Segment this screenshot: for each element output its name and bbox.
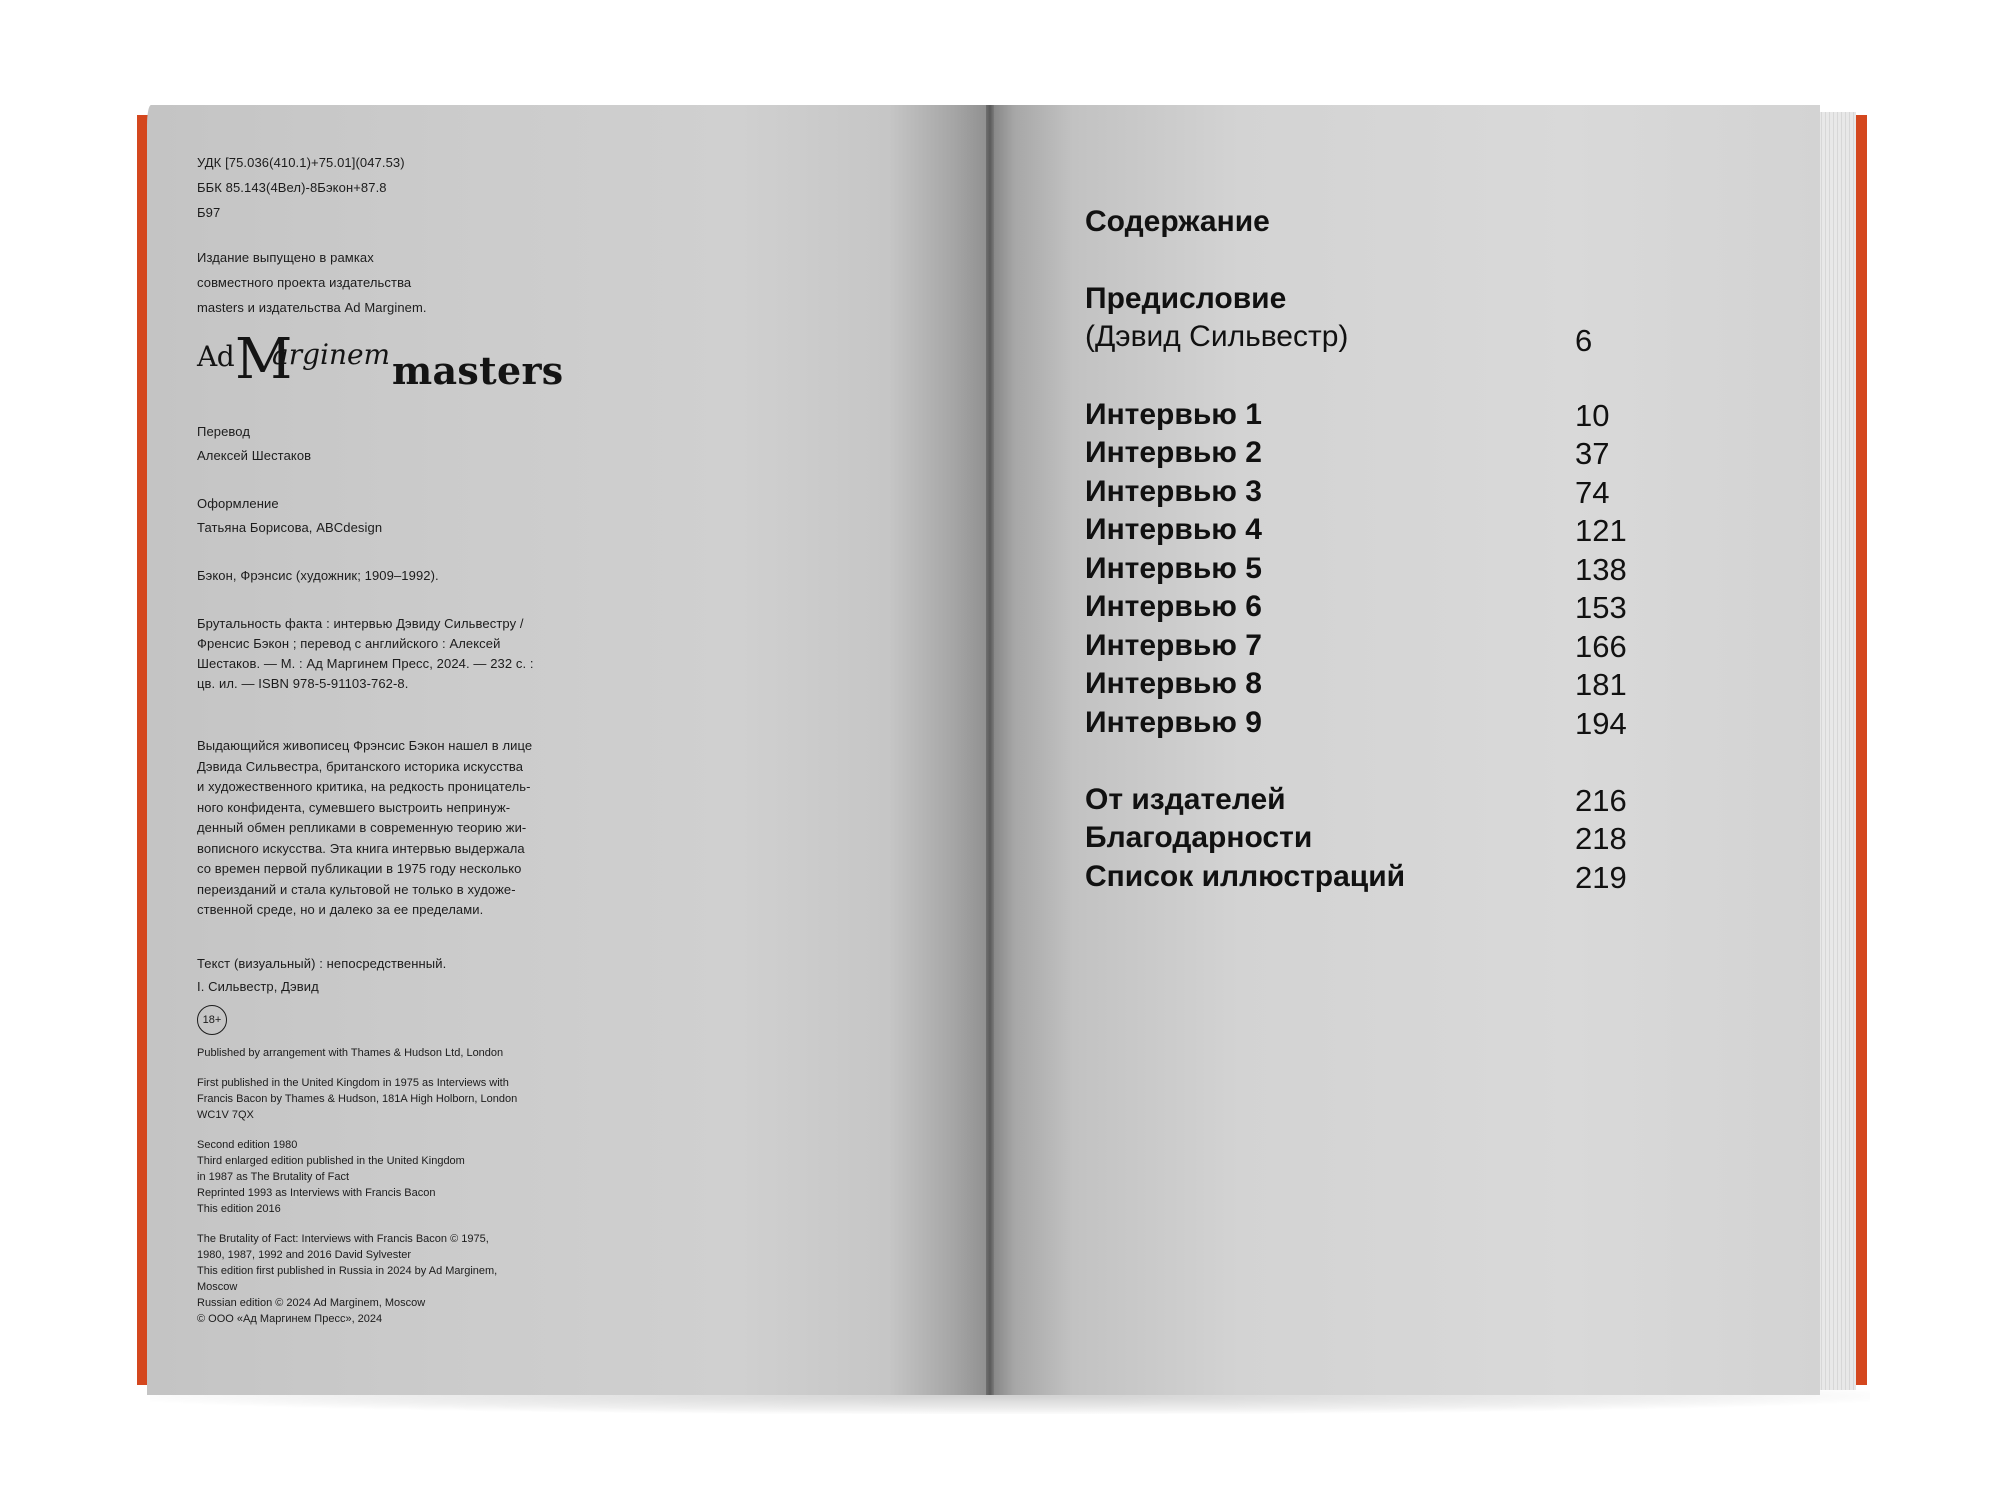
copyright-line: Moscow <box>197 1281 238 1293</box>
license-block <box>197 1045 637 1327</box>
project-note <box>197 245 617 320</box>
bib-line: цв. ил. — ISBN 978-5-91103-762-8. <box>197 676 409 691</box>
toc-entry <box>1085 821 1645 859</box>
code-line: Б97 <box>197 205 221 220</box>
first-published-line: First published in the United Kingdom in 1975 as Interviews with <box>197 1077 509 1089</box>
first-published-line: Francis Bacon by Thames & Hudson, 181A High Holborn, London <box>197 1093 518 1105</box>
toc-foreword-title: Предисловие <box>1085 282 1287 315</box>
edition-line: Third enlarged edition published in the United Kingdom <box>197 1155 465 1167</box>
page-stack-edge <box>1818 112 1856 1390</box>
annotation-line: ного конфидента, сумевшего выстроить непринуж- <box>197 799 511 815</box>
toc-page-number: 216 <box>1575 783 1627 818</box>
toc-entry <box>1085 552 1645 590</box>
edition-line: Reprinted 1993 as Interviews with Francis Bacon <box>197 1187 436 1199</box>
toc-entry <box>1085 667 1645 705</box>
udk-line: УДК [75.036(410.1)+75.01](047.53) <box>197 155 405 170</box>
copyright-line: The Brutality of Fact: Interviews with Francis Bacon © 1975, <box>197 1233 489 1245</box>
logo-m: M <box>235 327 293 392</box>
toc-entry-label: Интервью 9 <box>1085 706 1262 739</box>
toc-entry-label: Интервью 6 <box>1085 590 1262 623</box>
toc-entry-label: От издателей <box>1085 783 1286 816</box>
toc-entry-label: Интервью 1 <box>1085 398 1262 431</box>
toc-entry <box>1085 590 1645 628</box>
bib-line: Френсис Бэкон ; перевод с английского : Алексей <box>197 636 501 651</box>
index-line: I. Сильвестр, Дэвид <box>197 979 319 994</box>
toc-page-number: 121 <box>1575 513 1627 548</box>
logo-arginem: arginem <box>272 338 391 371</box>
edition-line: This edition 2016 <box>197 1203 281 1215</box>
imprint-block <box>197 150 617 320</box>
copyright-line: Russian edition © 2024 Ad Marginem, Moscow <box>197 1297 426 1309</box>
toc-entry-foreword-author <box>1085 320 1645 358</box>
project-line: совместного проекта издательства <box>197 275 412 290</box>
bbk-line: ББК 85.143(4Вел)-8Бэкон+87.8 <box>197 180 387 195</box>
bib-line: Брутальность факта : интервью Дэвиду Сильвестру / <box>197 616 524 631</box>
translation-label: Перевод <box>197 424 251 439</box>
annotation-line: вописного искусства. Эта книга интервью выдержала <box>197 840 525 856</box>
copyright-line: This edition first published in Russia in 2024 by Ad Marginem, <box>197 1265 498 1277</box>
toc-entry <box>1085 629 1645 667</box>
toc-entry <box>1085 706 1645 744</box>
annotation-line: ственной среде, но и далеко за ее пределами. <box>197 902 484 917</box>
toc-entry-label: Интервью 7 <box>1085 629 1262 662</box>
toc-page-number: 218 <box>1575 821 1627 856</box>
toc-page-number: 37 <box>1575 436 1610 471</box>
classification-block <box>197 952 617 998</box>
toc-page-number: 74 <box>1575 475 1610 510</box>
annotation <box>197 736 637 921</box>
copyright-line: © ООО «Ад Маргинем Пресс», 2024 <box>197 1313 383 1325</box>
toc-page-number: 194 <box>1575 706 1627 741</box>
toc-entry-label: Интервью 8 <box>1085 667 1262 700</box>
age-rating-badge: 18+ <box>197 1005 227 1035</box>
annotation-line: и художественного критика, на редкость проницатель- <box>197 779 531 794</box>
book-gutter <box>986 105 994 1395</box>
toc-entry <box>1085 436 1645 474</box>
toc-entry <box>1085 860 1645 898</box>
toc-entry-label: Благодарности <box>1085 821 1313 854</box>
author-line: Бэкон, Фрэнсис (художник; 1909–1992). <box>197 568 439 583</box>
published-by-line: Published by arrangement with Thames & Hudson Ltd, London <box>197 1047 504 1059</box>
toc-entry-label: Интервью 4 <box>1085 513 1262 546</box>
edition-line: in 1987 as The Brutality of Fact <box>197 1171 350 1183</box>
toc-page-number: 219 <box>1575 860 1627 895</box>
translator-name: Алексей Шестаков <box>197 448 312 463</box>
annotation-line: со времен первой публикации в 1975 году несколько <box>197 861 522 876</box>
toc-page-number: 166 <box>1575 629 1627 664</box>
logo-ad: Ad <box>197 340 235 373</box>
bib-line: Шестаков. — М. : Ад Маргинем Пресс, 2024. — 232 с. : <box>197 656 534 671</box>
first-published-line: WC1V 7QX <box>197 1109 254 1121</box>
toc-page-number: 10 <box>1575 398 1610 433</box>
edition-line: Second edition 1980 <box>197 1139 298 1151</box>
toc-entry-foreword <box>1085 282 1645 320</box>
toc-page-number: 138 <box>1575 552 1627 587</box>
toc-page-number: 181 <box>1575 667 1627 702</box>
annotation-line: Выдающийся живописец Фрэнсис Бэкон нашел в лице <box>197 738 533 753</box>
toc-title: Содержание <box>1085 205 1270 238</box>
toc-page-number: 6 <box>1575 323 1593 358</box>
publisher-logo <box>197 327 577 400</box>
project-line: masters и издательства Ad Marginem. <box>197 300 427 315</box>
design-label: Оформление <box>197 496 279 511</box>
toc-foreword-author: (Дэвид Сильвестр) <box>1085 320 1349 353</box>
toc-entry <box>1085 513 1645 551</box>
annotation-line: переизданий и стала культовой не только в художе- <box>197 881 516 897</box>
bibliographic-record <box>197 614 637 694</box>
toc-entry <box>1085 783 1645 821</box>
toc-entry-label: Интервью 5 <box>1085 552 1262 585</box>
credits-block <box>197 420 617 588</box>
toc-entry-label: Интервью 2 <box>1085 436 1262 469</box>
toc-entry-label: Список иллюстраций <box>1085 860 1406 893</box>
copyright-line: 1980, 1987, 1992 and 2016 David Sylvester <box>197 1249 412 1261</box>
toc-page-number: 153 <box>1575 590 1627 625</box>
toc-entry <box>1085 398 1645 436</box>
designer-name: Татьяна Борисова, ABCdesign <box>197 520 383 535</box>
toc-entry <box>1085 475 1645 513</box>
annotation-line: денный обмен репликами в современную теорию жи- <box>197 820 527 835</box>
logo-masters: masters <box>392 348 564 393</box>
toc-entry-label: Интервью 3 <box>1085 475 1262 508</box>
text-type-line: Текст (визуальный) : непосредственный. <box>197 956 447 971</box>
project-line: Издание выпущено в рамках <box>197 250 374 265</box>
annotation-line: Дэвида Сильвестра, британского историка искусства <box>197 758 524 774</box>
